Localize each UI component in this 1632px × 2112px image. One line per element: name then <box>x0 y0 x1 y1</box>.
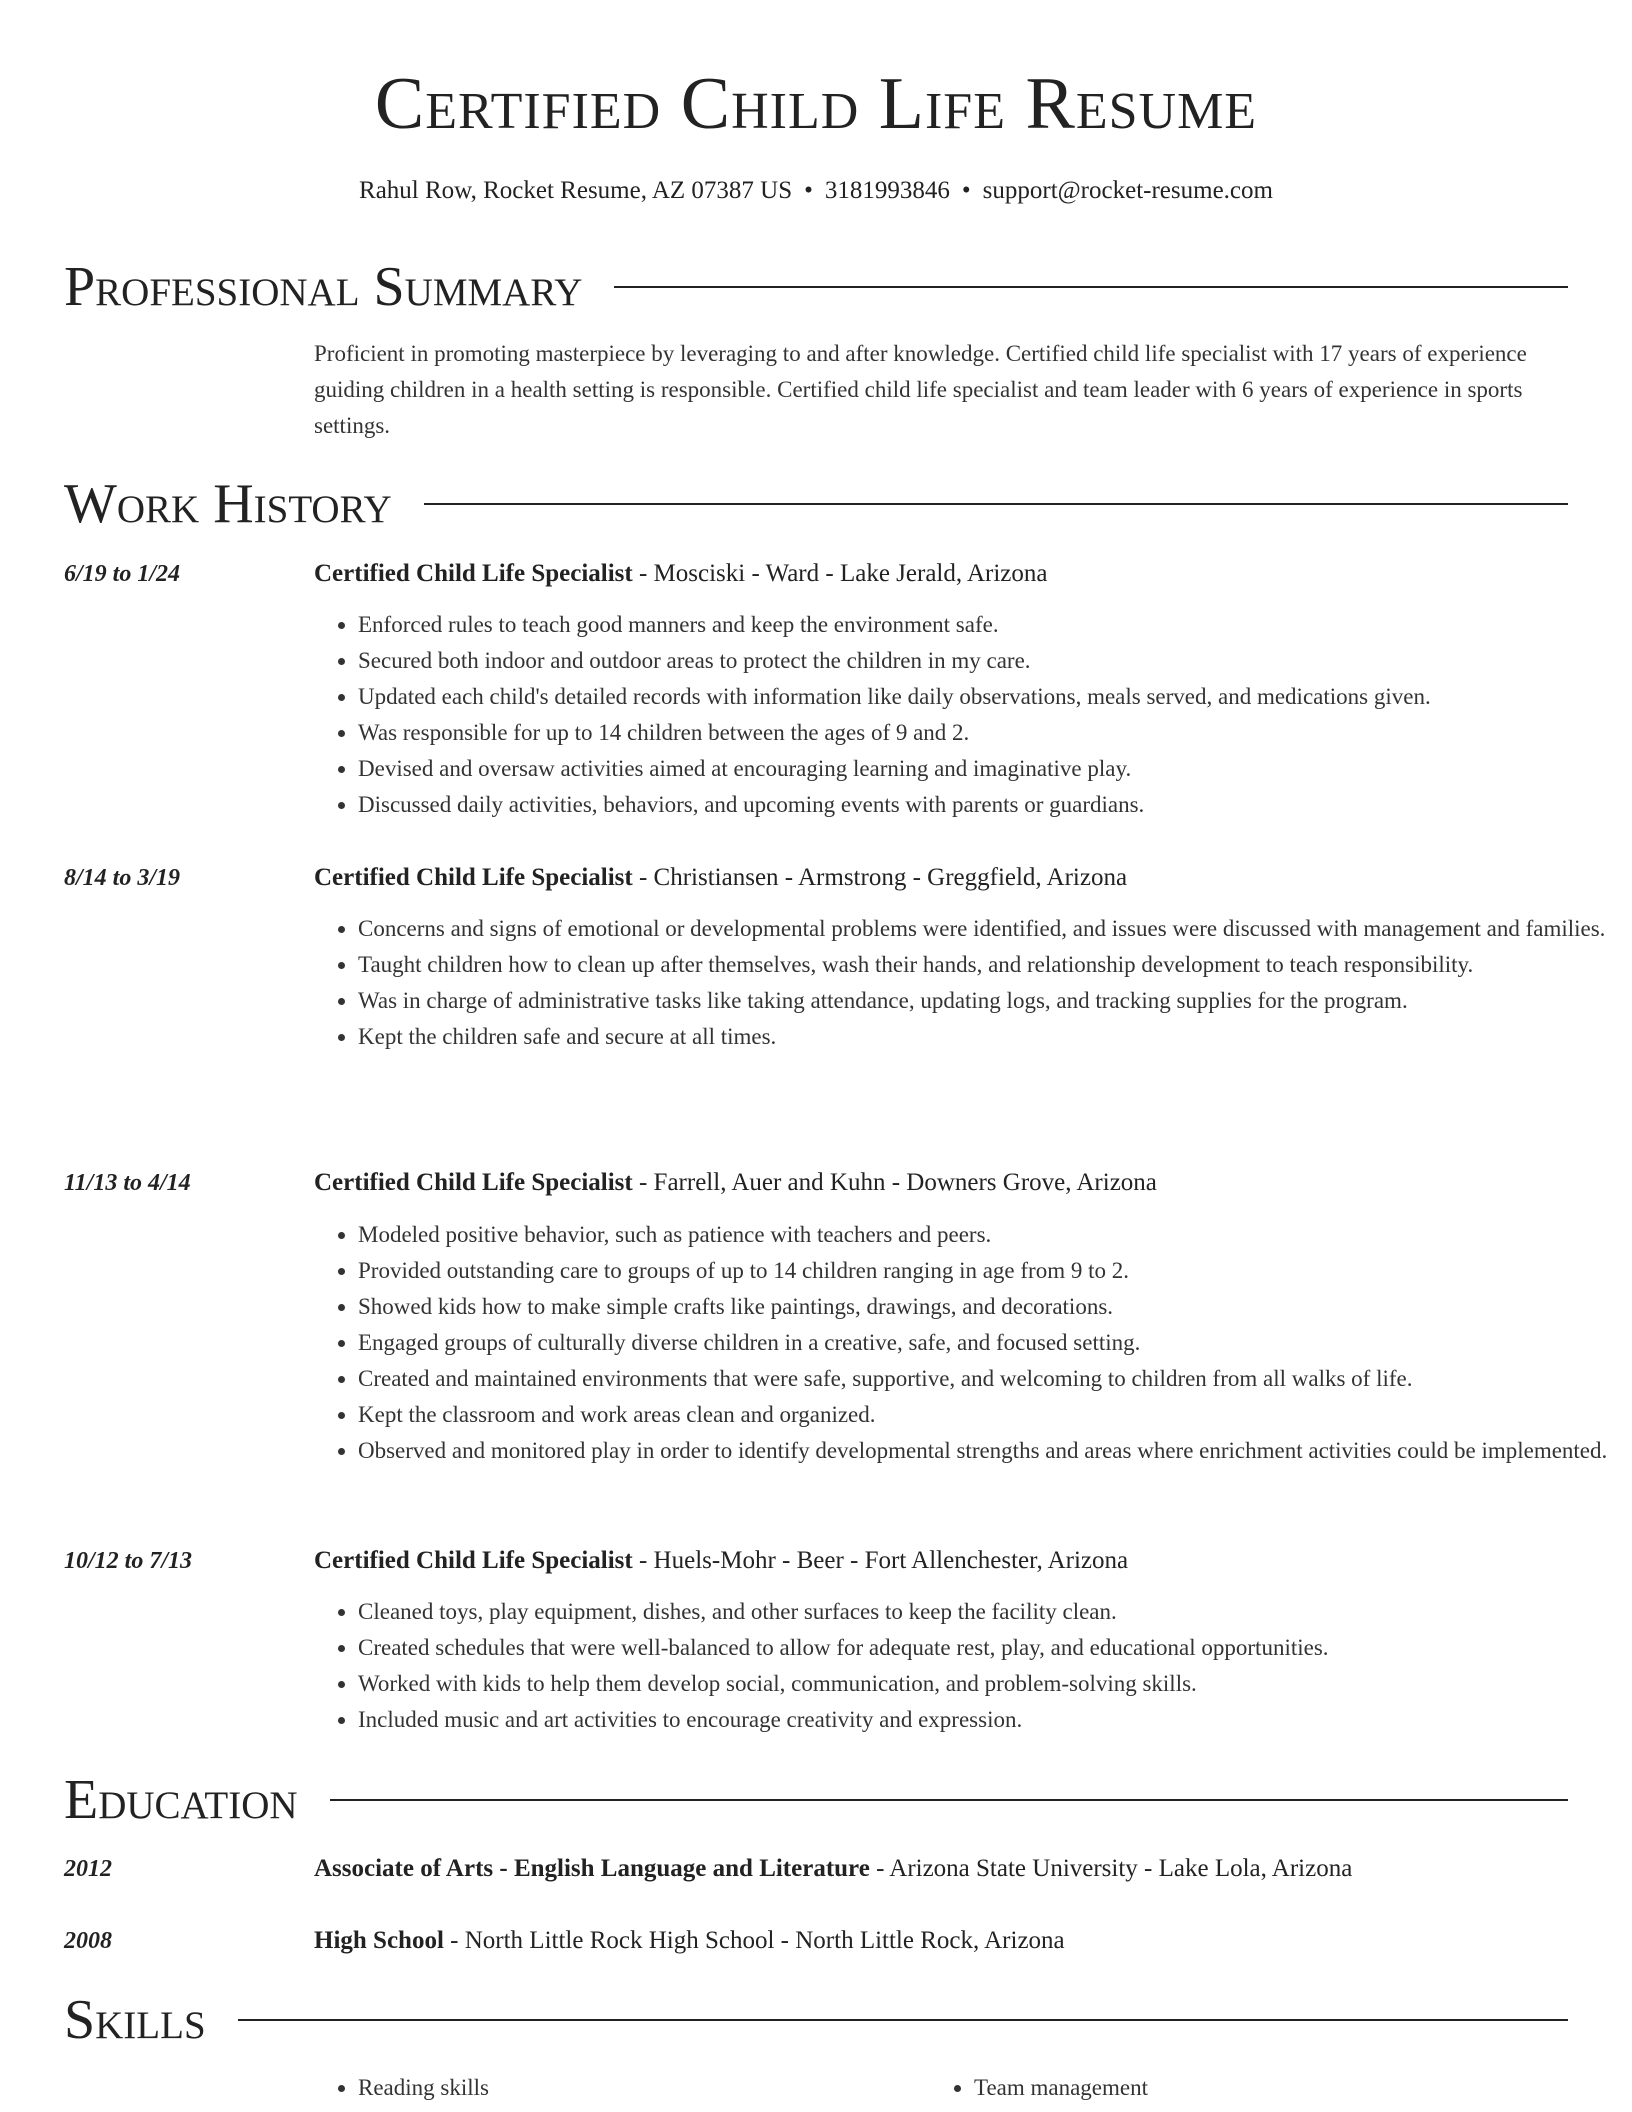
education-year: 2012 <box>64 1856 112 1882</box>
job-employer: - Christiansen - Armstrong - Greggfield, Arizona <box>632 864 1128 891</box>
education-section-header <box>64 1767 1568 1833</box>
skill-item: • Reading skills <box>358 2070 918 2106</box>
skill-item: • Team management <box>974 2070 1574 2106</box>
section-divider <box>238 2019 1568 2021</box>
contact-separator: • <box>804 177 813 204</box>
job-bullet: • Included music and art activities to encourage creativity and expression. <box>358 1702 1612 1738</box>
job-bullet: • Engaged groups of culturally diverse children in a creative, safe, and focused setting. <box>358 1325 1612 1361</box>
job-bullet: • Created schedules that were well-balanced to allow for adequate rest, play, and educational opportunities. <box>358 1630 1612 1666</box>
job-bullet: • Cleaned toys, play equipment, dishes, and other surfaces to keep the facility clean. <box>358 1594 1612 1630</box>
job-bullet: • Secured both indoor and outdoor areas to protect the children in my care. <box>358 643 1612 679</box>
job-bullet: • Devised and oversaw activities aimed at encouraging learning and imaginative play. <box>358 751 1612 787</box>
job-title: Certified Child Life Specialist <box>314 1169 633 1196</box>
education-school: - North Little Rock High School - North Little Rock, Arizona <box>443 1927 1065 1954</box>
job-bullet: • Discussed daily activities, behaviors, and upcoming events with parents or guardians. <box>358 787 1612 823</box>
job-dates: 11/13 to 4/14 <box>64 1170 191 1196</box>
job-employer: - Huels-Mohr - Beer - Fort Allenchester, Arizona <box>632 1547 1129 1574</box>
skills-list-right <box>930 2070 1574 2106</box>
contact-address: Rahul Row, Rocket Resume, AZ 07387 US <box>359 177 793 204</box>
job-bullet: • Was responsible for up to 14 children between the ages of 9 and 2. <box>358 715 1612 751</box>
skills-section-header <box>64 1987 1568 2053</box>
job-bullet: • Showed kids how to make simple crafts like paintings, drawings, and decorations. <box>358 1289 1612 1325</box>
job-bullet: • Provided outstanding care to groups of up to 14 children ranging in age from 9 to 2. <box>358 1253 1612 1289</box>
job-title: Certified Child Life Specialist <box>314 864 633 891</box>
resume-title: Certified Child Life Resume <box>374 63 1258 145</box>
job-bullet: • Modeled positive behavior, such as patience with teachers and peers. <box>358 1217 1612 1253</box>
job-dates: 6/19 to 1/24 <box>64 561 181 587</box>
job-bullet: • Observed and monitored play in order to identify developmental strengths and areas where enrichment activities could be implemented. <box>358 1433 1612 1469</box>
job-employer: - Farrell, Auer and Kuhn - Downers Grove, Arizona <box>632 1169 1157 1196</box>
job-employer: - Mosciski - Ward - Lake Jerald, Arizona <box>632 560 1048 587</box>
education-degree: Associate of Arts - English Language and Literature <box>314 1855 870 1882</box>
section-divider <box>424 503 1568 505</box>
education-year: 2008 <box>64 1928 112 1954</box>
education-heading: Education <box>64 1769 298 1831</box>
summary-heading: Professional Summary <box>64 256 583 318</box>
skills-heading: Skills <box>64 1989 206 2051</box>
education-school: - Arizona State University - Lake Lola, Arizona <box>869 1855 1353 1882</box>
job-title: Certified Child Life Specialist <box>314 560 633 587</box>
job-bullet: • Created and maintained environments that were safe, supportive, and welcoming to children from all walks of life. <box>358 1361 1612 1397</box>
job-bullet: • Concerns and signs of emotional or developmental problems were identified, and issues were discussed with management and families. <box>358 911 1612 947</box>
job-bullet: • Kept the children safe and secure at all times. <box>358 1019 1612 1055</box>
skills-list-left <box>314 2070 918 2106</box>
job-dates: 10/12 to 7/13 <box>64 1548 193 1574</box>
summary-section-header <box>64 254 1568 320</box>
job-bullet: • Updated each child's detailed records with information like daily observations, meals served, and medications given. <box>358 679 1612 715</box>
job-bullets <box>314 911 1612 1055</box>
education-entry <box>314 1924 1574 1958</box>
job-bullet: • Kept the classroom and work areas clean and organized. <box>358 1397 1612 1433</box>
work-section-header <box>64 471 1568 537</box>
job-header <box>314 557 1574 591</box>
education-degree: High School <box>314 1927 444 1954</box>
job-header <box>314 861 1574 895</box>
job-header <box>314 1544 1574 1578</box>
education-entry <box>314 1852 1574 1886</box>
work-heading: Work History <box>64 473 392 535</box>
contact-separator: • <box>961 177 971 204</box>
job-dates: 8/14 to 3/19 <box>64 865 181 891</box>
summary-text: Proficient in promoting masterpiece by leveraging to and after knowledge. Certified child life specialist with 17 years of experience guiding children in a health setting is responsible. Certified child life specialist and team leader with 6 years of experience in sports settings. <box>314 341 1527 438</box>
job-bullets <box>314 1217 1612 1469</box>
section-divider <box>614 286 1568 288</box>
contact-line <box>0 174 1632 208</box>
contact-email: support@rocket-resume.com <box>982 177 1273 204</box>
contact-phone: 3181993846 <box>824 177 950 204</box>
job-title: Certified Child Life Specialist <box>314 1547 633 1574</box>
job-bullets <box>314 1594 1612 1738</box>
job-bullet: • Taught children how to clean up after themselves, wash their hands, and relationship development to teach responsibility. <box>358 947 1612 983</box>
job-bullets <box>314 607 1612 823</box>
job-bullet: • Enforced rules to teach good manners and keep the environment safe. <box>358 607 1612 643</box>
section-divider <box>330 1799 1568 1801</box>
job-bullet: • Worked with kids to help them develop social, communication, and problem-solving skills. <box>358 1666 1612 1702</box>
job-bullet: • Was in charge of administrative tasks like taking attendance, updating logs, and tracking supplies for the program. <box>358 983 1612 1019</box>
job-header <box>314 1166 1574 1200</box>
